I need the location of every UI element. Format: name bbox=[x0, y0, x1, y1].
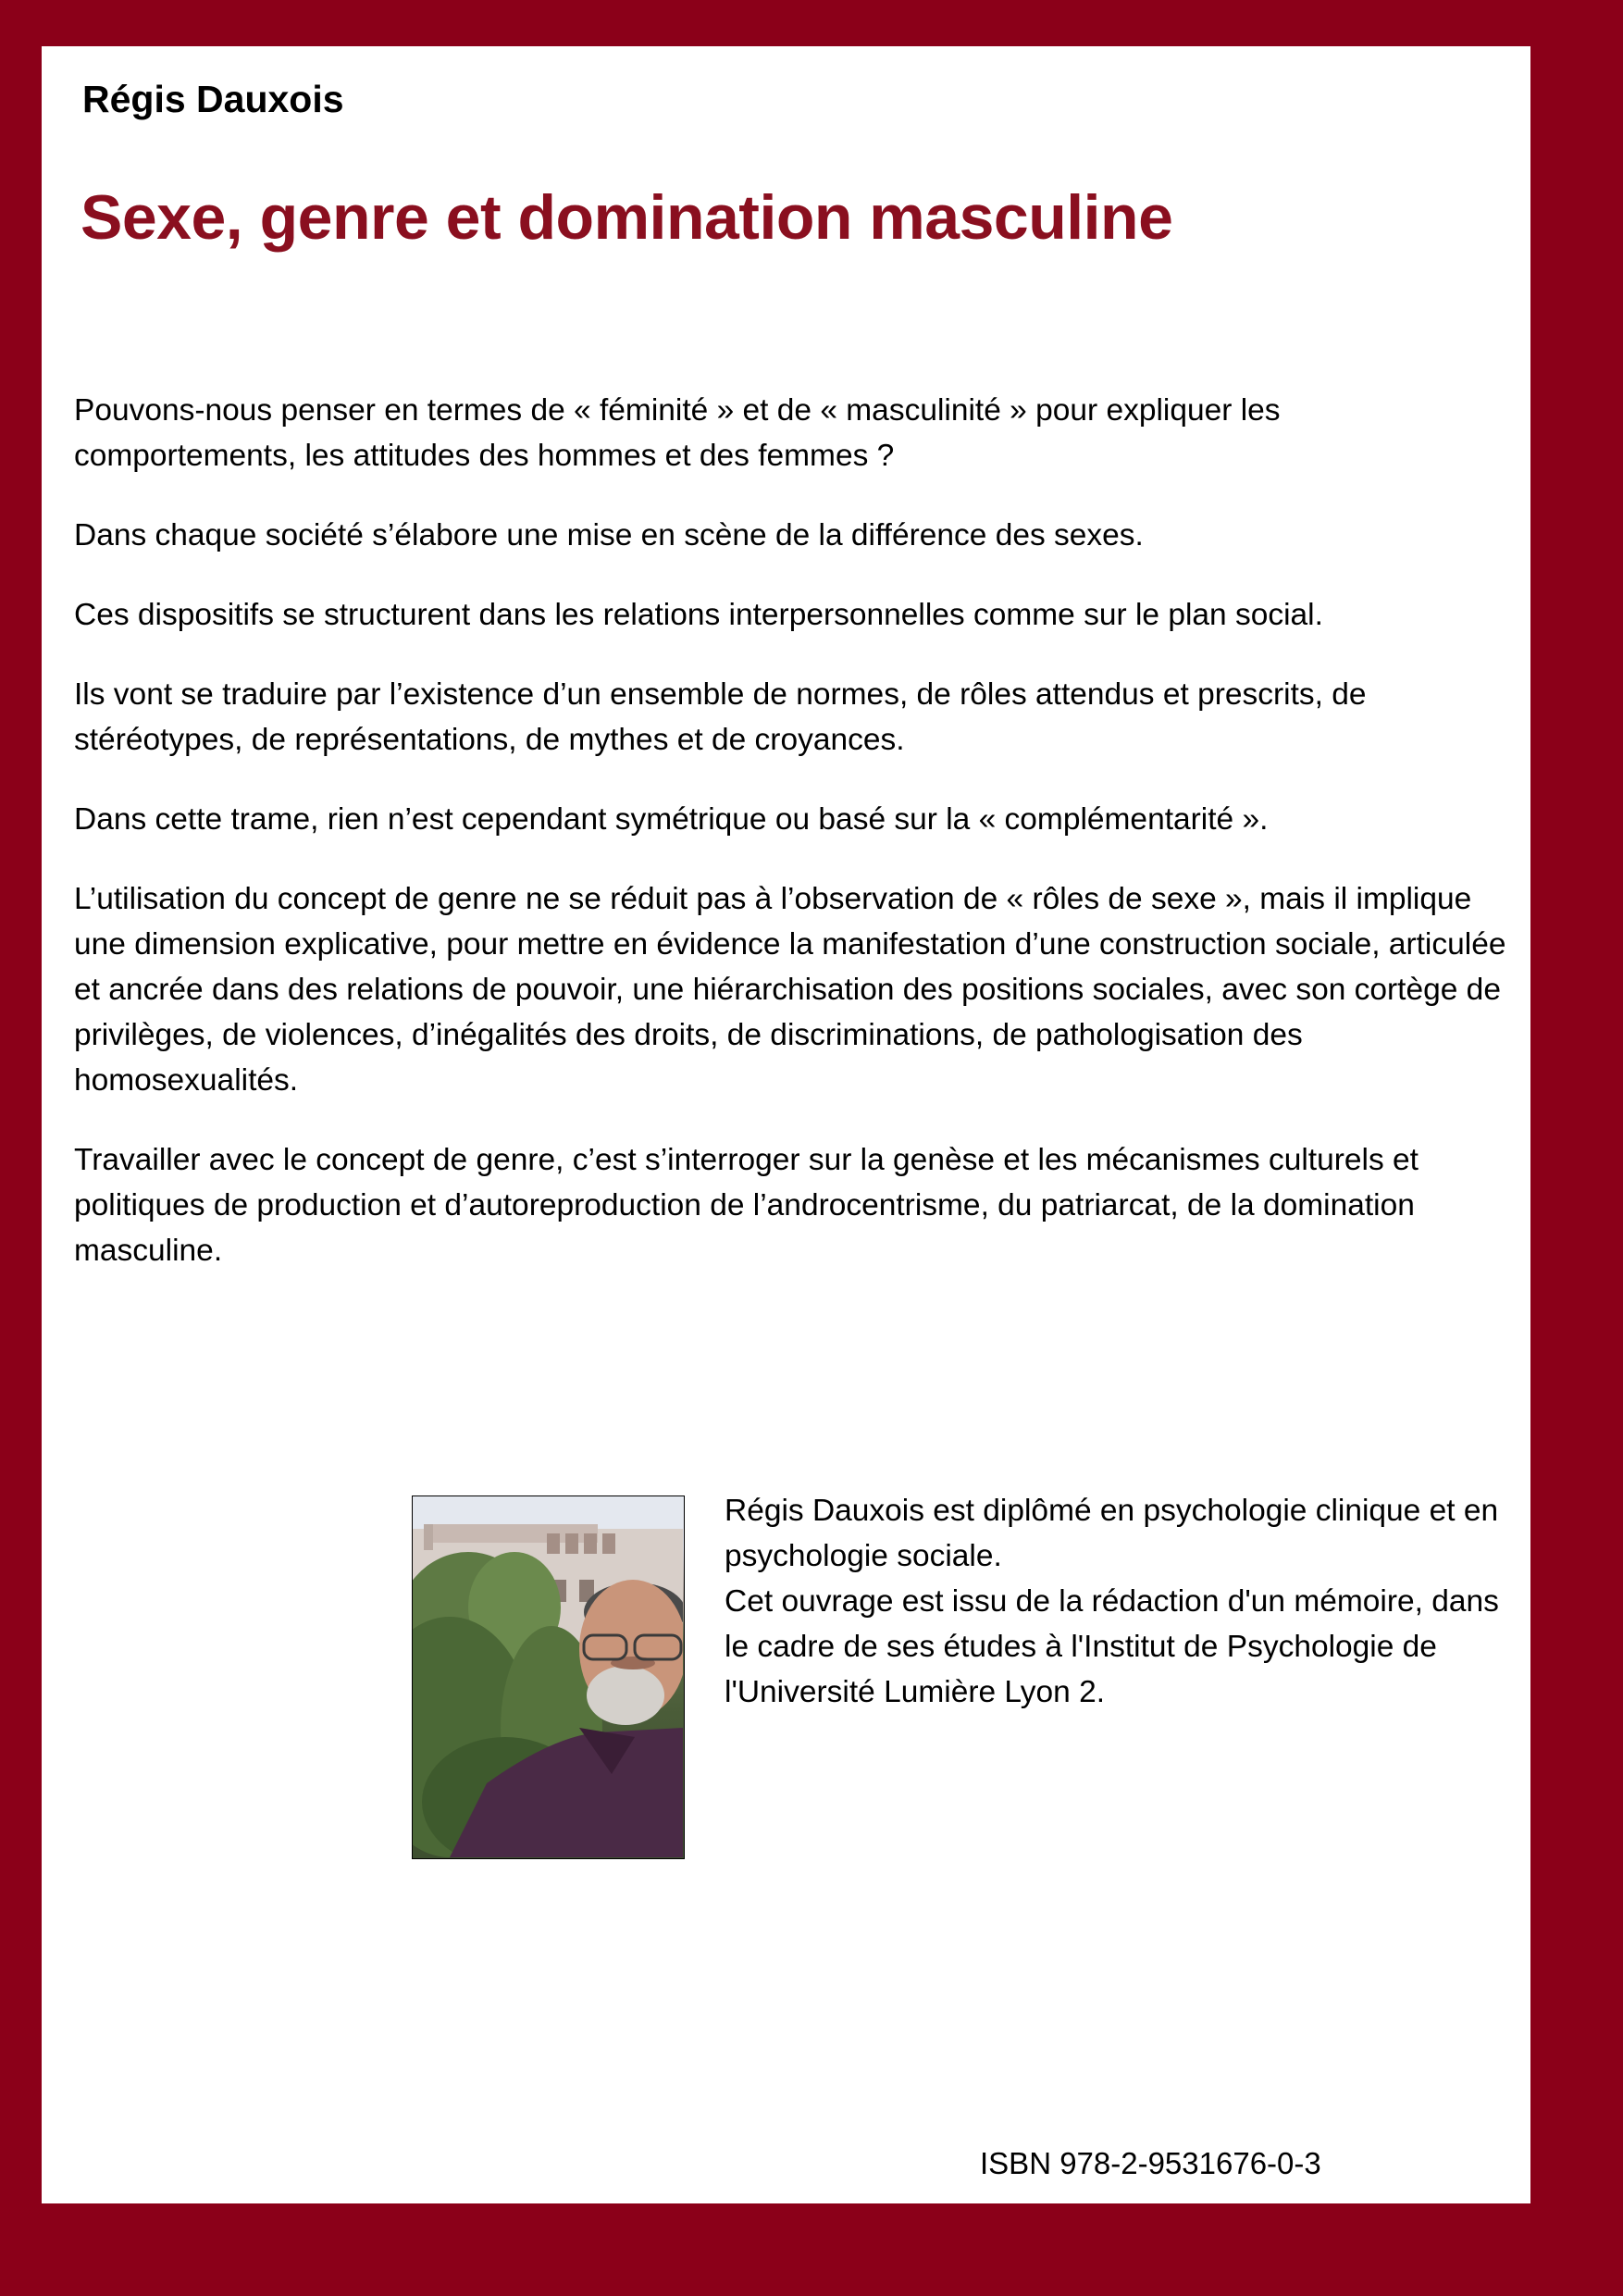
blurb-paragraph: Ces dispositifs se structurent dans les relations interpersonnelles comme sur le plan social. bbox=[74, 598, 1323, 632]
back-cover-blurb bbox=[74, 388, 1508, 1308]
blurb-paragraph: Dans cette trame, rien n’est cependant symétrique ou basé sur la « complémentarité ». bbox=[74, 802, 1269, 837]
isbn-number: ISBN 978-2-9531676-0-3 bbox=[980, 2146, 1321, 2180]
blurb-paragraph: L’utilisation du concept de genre ne se réduit pas à l’observation de « rôles de sexe », mais il implique une dimension explicative, pour mettre en évidence la manifestation d’une construction sociale, articulée et ancrée dans des relations de pouvoir, une hiérarchisation des positions sociales, avec son cortège de privilèges, de violences, d’inégalités des droits, de discriminations, de pathologisation des homosexualités. bbox=[74, 882, 1506, 1098]
author-bio bbox=[725, 1488, 1502, 1715]
author-name: Régis Dauxois bbox=[82, 78, 344, 120]
blurb-paragraph: Pouvons-nous penser en termes de « féminité » et de « masculinité » pour expliquer les comportements, les attitudes des hommes et des femmes ? bbox=[74, 393, 1281, 473]
blurb-paragraph: Dans chaque société s’élabore une mise en scène de la différence des sexes. bbox=[74, 518, 1144, 552]
back-cover-page bbox=[42, 46, 1530, 2203]
bio-line: Régis Dauxois est diplômé en psychologie clinique et en psychologie sociale. bbox=[725, 1494, 1499, 1573]
blurb-paragraph: Travailler avec le concept de genre, c’est s’interroger sur la genèse et les mécanismes culturels et politiques de production et d’autoreproduction de l’androcentrisme, du patriarcat, de la domination masculine. bbox=[74, 1143, 1419, 1268]
blurb-paragraph: Ils vont se traduire par l’existence d’un ensemble de normes, de rôles attendus et prescrits, de stéréotypes, de représentations, de mythes et de croyances. bbox=[74, 677, 1367, 757]
author-portrait-illustration bbox=[413, 1496, 683, 1857]
book-title: Sexe, genre et domination masculine bbox=[81, 182, 1173, 253]
bio-line: Cet ouvrage est issu de la rédaction d'un mémoire, dans le cadre de ses études à l'Institut de Psychologie de l'Université Lumière Lyon 2. bbox=[725, 1584, 1499, 1709]
author-photo bbox=[412, 1496, 685, 1859]
